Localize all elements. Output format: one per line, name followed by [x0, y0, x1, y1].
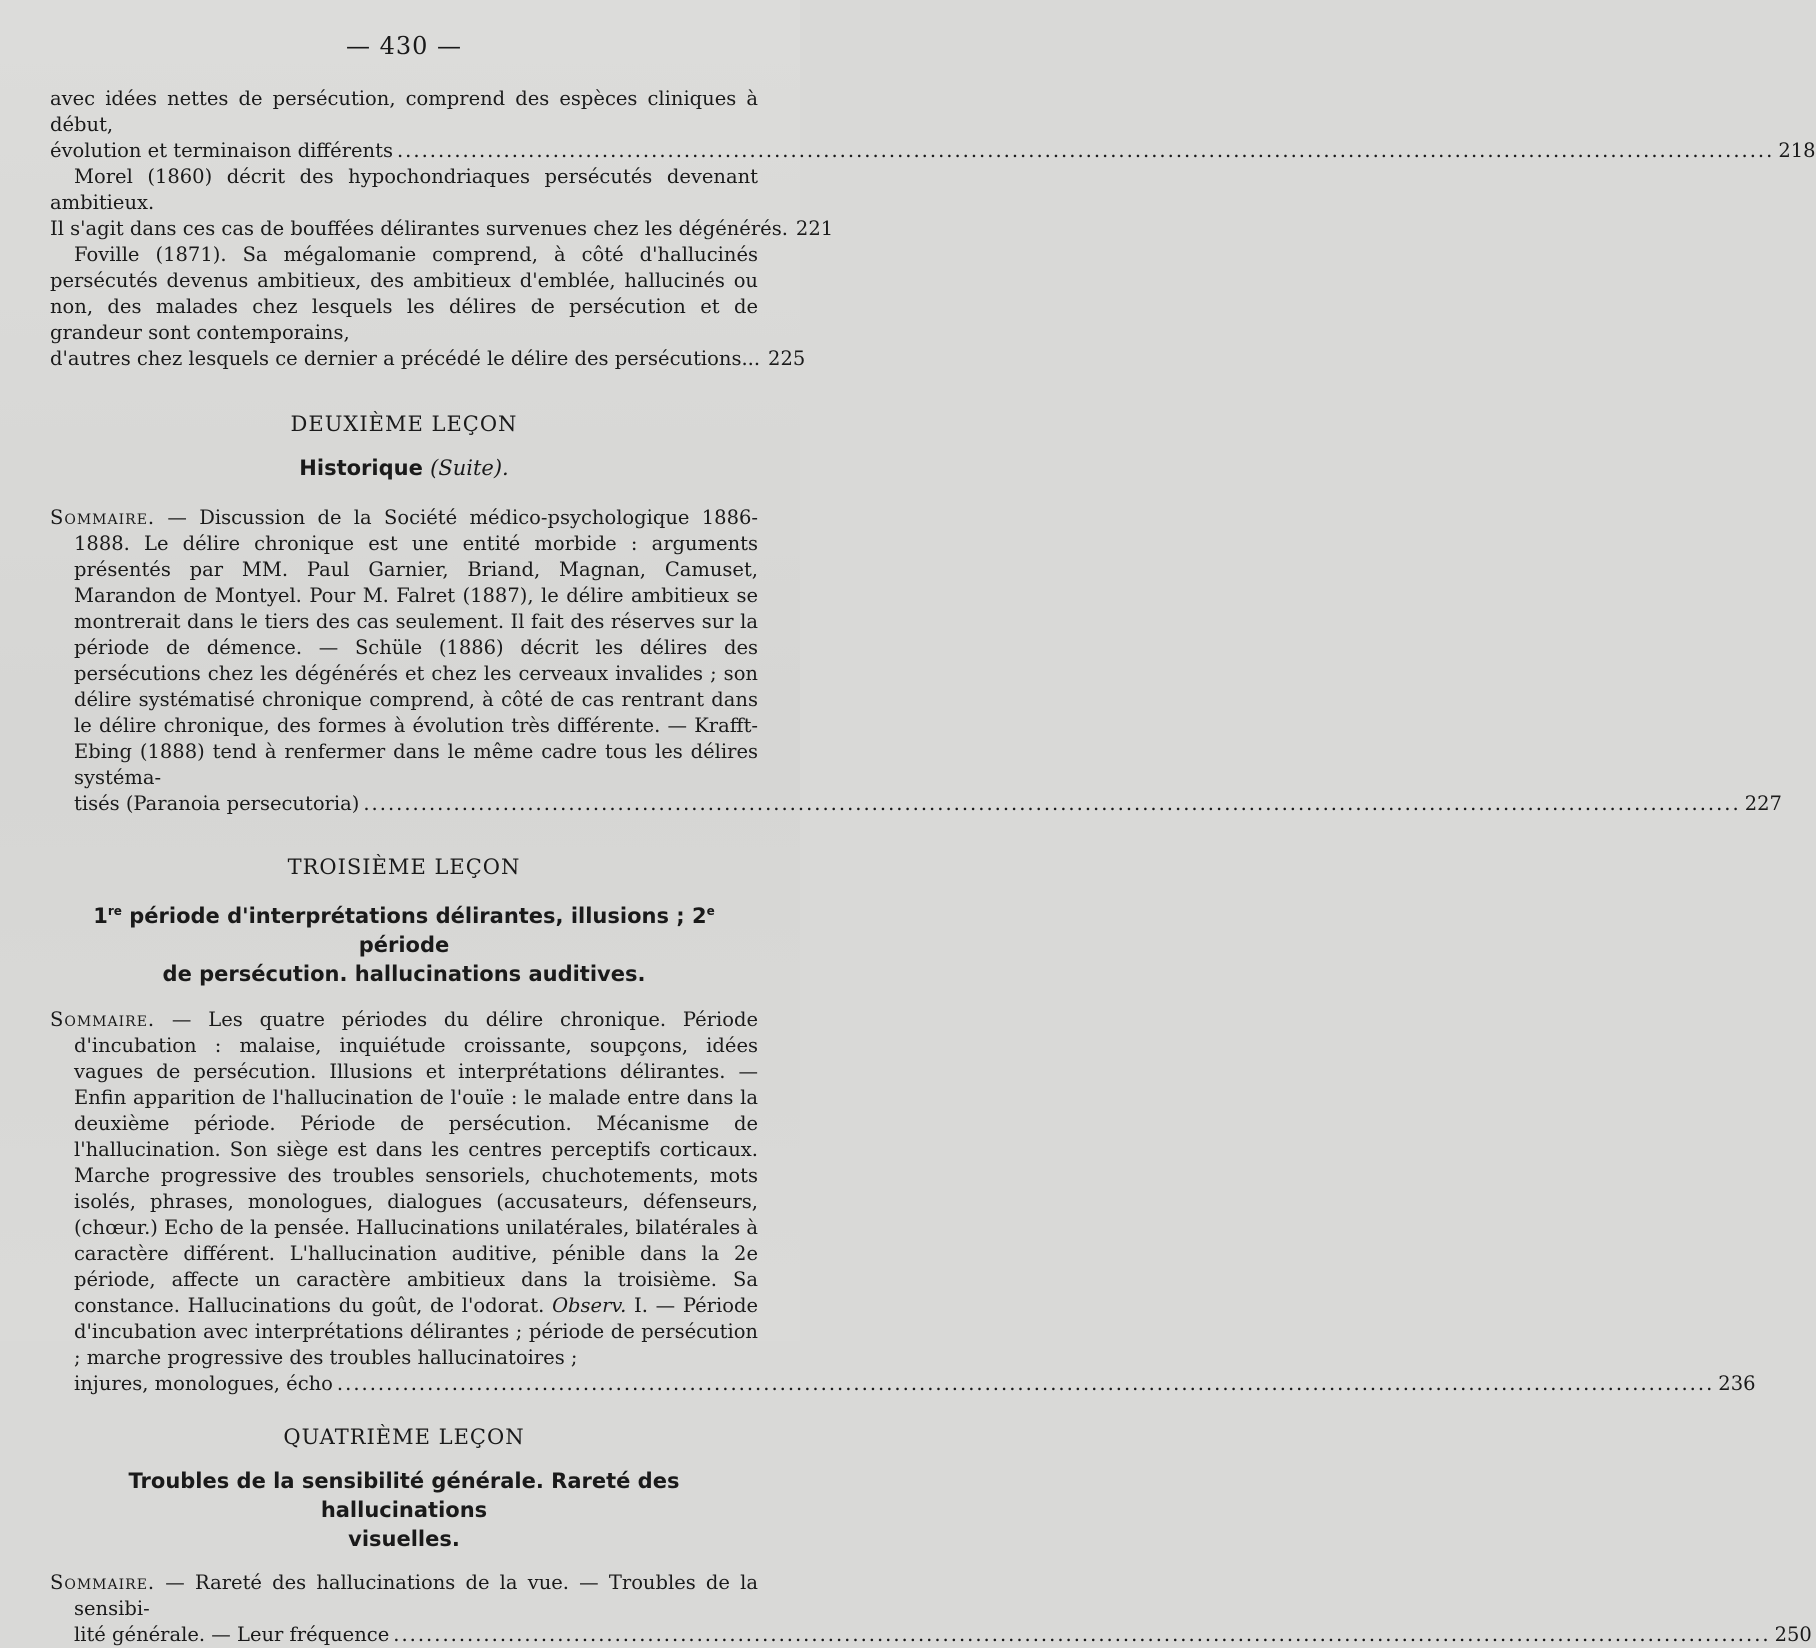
lecon-title-suffix: (Suite).	[430, 456, 509, 480]
sommaire	[50, 505, 758, 791]
sommaire-label: Sommaire.	[50, 1008, 156, 1031]
toc-entry	[50, 1622, 1812, 1648]
leader-dots	[397, 138, 1774, 164]
lecon-title-line1: Troubles de la sensibilité générale. Rareté des hallucinations	[128, 1469, 680, 1522]
toc-entry	[50, 138, 1816, 164]
sommaire	[50, 1007, 758, 1371]
intro-paragraph: Foville (1871). Sa mégalomanie comprend, à côté d'hallucinés persécutés devenus ambitieux, des ambitieux d'emblée, hallucinés ou non, des malades chez lesquels les délires de persécution et de grandeur sont contemporains,	[50, 243, 758, 344]
lecon-heading: TROISIÈME LEÇON	[287, 855, 521, 879]
toc-entry	[50, 1371, 1756, 1397]
superscript: re	[107, 904, 122, 918]
page-number: — 430 —	[345, 32, 463, 60]
intro-line: Morel (1860) décrit des hypochondriaques persécutés devenant ambitieux.	[50, 165, 758, 214]
lecon-2	[50, 412, 1782, 817]
lecon-title-text: Historique	[299, 456, 423, 480]
intro-line: avec idées nettes de persécution, comprend des espèces cliniques à début,	[50, 87, 758, 136]
toc-entry-text: évolution et terminaison différents	[50, 139, 393, 162]
lecon-title-part: période	[358, 933, 450, 957]
lecon-3	[50, 855, 1756, 1397]
leader-dots	[337, 1371, 1714, 1397]
sommaire	[50, 1570, 758, 1622]
lecon-title	[50, 897, 758, 989]
sommaire-text: — Rareté des hallucinations de la vue. — Troubles de la sensibi-	[74, 1571, 758, 1620]
toc-entry	[50, 346, 806, 372]
toc-page-number: 227	[1744, 792, 1782, 815]
toc-page-number: 250	[1774, 1623, 1812, 1646]
leader-dots	[363, 791, 1740, 817]
sommaire-label: Sommaire.	[50, 506, 156, 529]
superscript: e	[706, 904, 715, 918]
toc-entry-text: tisés (Paranoia persecutoria)	[74, 792, 360, 815]
toc-entry-text: lité générale. — Leur fréquence	[74, 1623, 390, 1646]
lecon-title	[50, 454, 758, 483]
lecon-title-part: 1	[93, 904, 108, 928]
lecon-heading: DEUXIÈME LEÇON	[290, 412, 518, 436]
sommaire-label: Sommaire.	[50, 1571, 156, 1594]
toc-entry-text: d'autres chez lesquels ce dernier a précédé le délire des persécutions...	[50, 347, 761, 370]
toc-page-number: 218	[1778, 139, 1816, 162]
lecon-title-part: période d'interprétations délirantes, illusions ; 2	[121, 904, 707, 928]
toc-page-number: 236	[1718, 1372, 1756, 1395]
leader-dots	[393, 1622, 1770, 1648]
toc-page-number: 221	[795, 217, 834, 240]
lecon-title-line2: visuelles.	[348, 1527, 460, 1551]
intro-section	[50, 86, 1816, 372]
lecon-title-line2: de persécution. hallucinations auditives.	[162, 962, 646, 986]
sommaire-text: — Discussion de la Société médico-psychologique 1886-1888. Le délire chronique est une entité morbide : arguments présentés par MM. Paul Garnier, Briand, Magnan, Camuset, Marandon de Montyel. Pour M. Falret (1887), le délire ambitieux se montrerait dans le tiers des cas seulement. Il fait des réserves sur la période de démence. — Schüle (1886) décrit les délires des persécutions chez les dégénérés et chez les cerveaux invalides ; son délire systématisé chronique comprend, à côté de cas rentrant dans le délire chronique, des formes à évolution très différente. — Krafft-Ebing (1888) tend à renfermer dans le même cadre tous les délires systéma-	[74, 506, 758, 789]
toc-entry-text: injures, monologues, écho	[74, 1372, 333, 1395]
sommaire-text: I. — Période d'incubation avec interprétations délirantes ; période de persécution ; marche progressive des troubles hallucinatoires ;	[74, 1294, 758, 1369]
observation-label: Observ.	[552, 1294, 627, 1317]
toc-entry-text: Il s'agit dans ces cas de bouffées délirantes survenues chez les dégénérés.	[50, 217, 788, 240]
toc-entry	[50, 216, 834, 242]
lecon-title	[50, 1467, 758, 1554]
toc-page-number: 225	[768, 347, 806, 370]
lecon-heading: QUATRIÈME LEÇON	[283, 1425, 525, 1449]
lecon-4	[50, 1425, 1812, 1648]
toc-entry	[50, 791, 1782, 817]
sommaire-text: — Les quatre périodes du délire chronique. Période d'incubation : malaise, inquiétude croissante, soupçons, idées vagues de persécution. Illusions et interprétations délirantes. — Enfin apparition de l'hallucination de l'ouïe : le malade entre dans la deuxième période. Période de persécution. Mécanisme de l'hallucination. Son siège est dans les centres perceptifs corticaux. Marche progressive des troubles sensoriels, chuchotements, mots isolés, phrases, monologues, dialogues (accusateurs, défenseurs, (chœur.) Echo de la pensée. Hallucinations unilatérales, bilatérales à caractère différent. L'hallucination auditive, pénible dans la 2e période, affecte un caractère ambitieux dans la troisième. Sa constance. Hallucinations du goût, de l'odorat.	[74, 1008, 758, 1317]
